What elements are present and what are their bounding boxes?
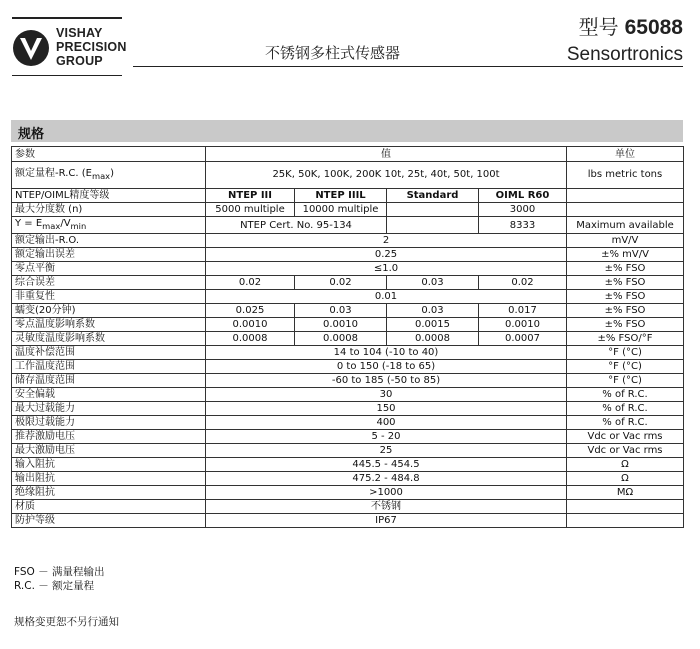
table-row [12,262,684,276]
cell-3: 0.03 [387,276,479,290]
row-label: 最大过载能力 [12,402,206,416]
row-unit [567,189,684,203]
row-value: 445.5 - 454.5 [206,458,567,472]
row-value: 30 [206,388,567,402]
row-unit: Ω [567,472,684,486]
row-label: 零点平衡 [12,262,206,276]
cell-1: 0.02 [206,276,295,290]
row-value: 400 [206,416,567,430]
header-value: 值 [206,147,567,162]
row-label: 非重复性 [12,290,206,304]
row-value: 2 [206,234,567,248]
table-row [12,346,684,360]
row-label: 最大分度数 (n) [12,203,206,217]
row-value: 0.01 [206,290,567,304]
cell-4: 0.0010 [479,318,567,332]
logo-bottom-rule [12,75,122,76]
row-unit: Vdc or Vac rms [567,444,684,458]
row-unit: % of R.C. [567,416,684,430]
row-unit: % of R.C. [567,402,684,416]
cell-4: 3000 [479,203,567,217]
cell-1: 0.0010 [206,318,295,332]
row-unit: Vdc or Vac rms [567,430,684,444]
cell-4: 0.02 [479,276,567,290]
table-row [12,217,684,234]
row-label: 工作温度范围 [12,360,206,374]
row-unit: °F (°C) [567,360,684,374]
table-row [12,402,684,416]
spec-table [11,146,684,528]
cell-3: 0.0008 [387,332,479,346]
row-label: 额定输出误差 [12,248,206,262]
cell-2: 0.03 [295,304,387,318]
cell-1: 5000 multiple [206,203,295,217]
row-value: 0.25 [206,248,567,262]
table-row [12,318,684,332]
logo-line-1: VISHAY [56,26,103,40]
row-label: $Y = E_{max}/V_{min}$ [12,217,206,234]
row-unit [567,203,684,217]
cell-3 [387,203,479,217]
row-label: 综合误差 [12,276,206,290]
cell-1: 0.025 [206,304,295,318]
row-unit: ±% FSO [567,318,684,332]
row-label: 极限过载能力 [12,416,206,430]
cell-3 [387,217,479,234]
table-row [12,360,684,374]
row-label: 安全偏载 [12,388,206,402]
cell-3: 0.03 [387,304,479,318]
table-row [12,304,684,318]
row-label: 防护等级 [12,514,206,528]
row-unit [567,500,684,514]
table-row [12,416,684,430]
cell-2: 0.02 [295,276,387,290]
cell-12: NTEP Cert. No. 95-134 [206,217,387,234]
vpg-logo [12,17,127,77]
row-value: 5 - 20 [206,430,567,444]
row-label: 输入阻抗 [12,458,206,472]
row-label: 最大激励电压 [12,444,206,458]
table-row [12,472,684,486]
row-unit: Maximum available [567,217,684,234]
table-row [12,189,684,203]
row-unit: ±% mV/V [567,248,684,262]
row-value: 25 [206,444,567,458]
row-value: 25K, 50K, 100K, 200K 10t, 25t, 40t, 50t, 100t [206,162,567,189]
row-unit: Ω [567,458,684,472]
cell-4: 0.0007 [479,332,567,346]
class-col-1: NTEP III [206,189,295,203]
row-value: 150 [206,402,567,416]
row-unit: ±% FSO [567,262,684,276]
row-label: 材质 [12,500,206,514]
table-row [12,162,684,189]
model-number: 65088 [624,16,683,39]
class-col-2: NTEP IIIL [295,189,387,203]
header-divider [133,66,683,67]
row-unit [567,514,684,528]
table-row [12,458,684,472]
table-row [12,388,684,402]
row-unit: MΩ [567,486,684,500]
note-rc: R.C. － 额定量程 [14,580,95,592]
spec-section-title: 规格 [18,127,45,142]
table-row [12,486,684,500]
table-row [12,290,684,304]
model-heading [579,11,683,40]
row-label: NTEP/OIML精度等级 [12,189,206,203]
table-row [12,203,684,217]
table-row [12,500,684,514]
header-param: 参数 [12,147,206,162]
row-label: 零点温度影响系数 [12,318,206,332]
cell-4: 0.017 [479,304,567,318]
row-label: 推荐激励电压 [12,430,206,444]
row-unit: ±% FSO/°F [567,332,684,346]
brand-name: Sensortronics [566,44,683,65]
row-label: 温度补偿范围 [12,346,206,360]
row-label: 蠕变(20分钟) [12,304,206,318]
row-unit: °F (°C) [567,374,684,388]
row-value: -60 to 185 (-50 to 85) [206,374,567,388]
product-subtitle: 不锈钢多柱式传感器 [265,44,401,62]
row-label: 储存温度范围 [12,374,206,388]
row-label: 绝缘阻抗 [12,486,206,500]
cell-3: 0.0015 [387,318,479,332]
row-value: ≤1.0 [206,262,567,276]
logo-line-3: GROUP [56,54,103,68]
row-value: IP67 [206,514,567,528]
table-row [12,248,684,262]
table-row [12,276,684,290]
footer-disclaimer: 规格变更恕不另行通知 [14,616,119,628]
cell-4: 8333 [479,217,567,234]
model-label: 型号 [578,15,619,39]
row-label: 输出阻抗 [12,472,206,486]
cell-1: 0.0008 [206,332,295,346]
logo-line-2: PRECISION [56,40,127,54]
table-row [12,374,684,388]
header-unit: 单位 [567,147,684,162]
abbreviation-notes [14,565,104,593]
class-col-3: Standard [387,189,479,203]
row-label: 额定输出-R.O. [12,234,206,248]
row-unit: ±% FSO [567,290,684,304]
row-value: 不锈钢 [206,500,567,514]
table-row [12,444,684,458]
table-header-row [12,147,684,162]
row-value: >1000 [206,486,567,500]
row-unit: ±% FSO [567,304,684,318]
class-col-4: OIML R60 [479,189,567,203]
row-value: 14 to 104 (-10 to 40) [206,346,567,360]
note-fso: FSO － 满量程输出 [14,566,105,578]
row-value: 0 to 150 (-18 to 65) [206,360,567,374]
row-unit: °F (°C) [567,346,684,360]
row-value: 475.2 - 484.8 [206,472,567,486]
spec-section-bar [11,120,683,142]
row-label: 额定量程-R.C. $(E_{max})$ [12,162,206,189]
vpg-v-mark-icon [12,29,50,67]
row-unit: % of R.C. [567,388,684,402]
table-row [12,514,684,528]
table-row [12,430,684,444]
row-unit: mV/V [567,234,684,248]
row-label: 灵敏度温度影响系数 [12,332,206,346]
cell-2: 10000 multiple [295,203,387,217]
cell-2: 0.0010 [295,318,387,332]
logo-wordmark [56,26,127,68]
row-unit: lbs metric tons [567,162,684,189]
table-row [12,332,684,346]
cell-2: 0.0008 [295,332,387,346]
table-row [12,234,684,248]
row-unit: ±% FSO [567,276,684,290]
